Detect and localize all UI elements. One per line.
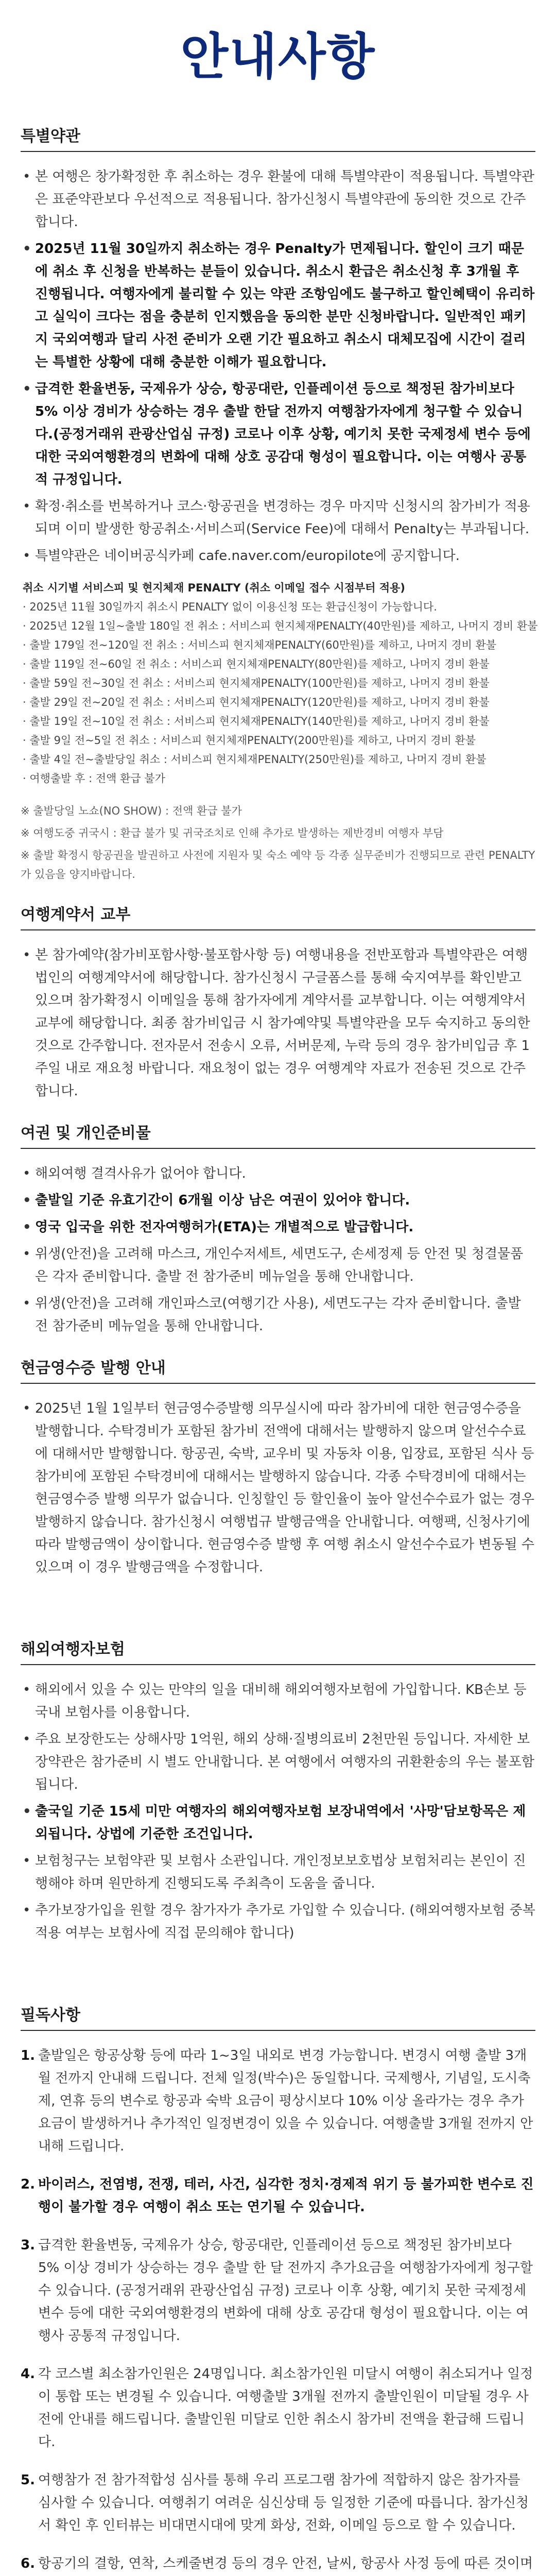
list-item: • 본 여행은 창가확정한 후 취소하는 경우 환불에 대해 특별약관이 적용됩니다. 특별약관은 표준약관보다 우선적으로 적용됩니다. 참가신청시 특별약관에 동의한 것으로 간주합니다.: [21, 165, 535, 233]
penalty-line: · 출발 19일 전~10일 전 취소 : 서비스피 현지체재PENALTY(140만원)를 제하고, 나머지 경비 환불: [23, 715, 490, 727]
list-item: [21, 2469, 535, 2537]
list-item: • 출발일 기준 유효기간이 6개월 이상 남은 여권이 있어야 합니다.: [21, 1189, 535, 1212]
list-item: [21, 2234, 535, 2347]
item-text: 각 코스별 최소참가인원은 24명입니다. 최소참가인원 미달시 여행이 취소되거나 일정이 통합 또는 변경될 수 있습니다. 여행출발 3개월 전까지 출발인원이 미달될 경우 사전에 안내를 해드립니다. 출발인원 미달로 인한 취소시 참가비 전액을 환급해 드립니다.: [38, 2366, 533, 2450]
penalty-line: · 출발 119일 전~60일 전 취소 : 서비스피 현지체재PENALTY(80만원)를 제하고, 나머지 경비 환불: [23, 658, 490, 670]
penalty-line: · 출발 29일 전~20일 전 취소 : 서비스피 현지체재PENALTY(120만원)를 제하고, 나머지 경비 환불: [23, 696, 490, 708]
section-divider: [21, 2030, 535, 2031]
special-terms-list: [21, 165, 535, 567]
special-terms-section: [0, 123, 556, 884]
passport-section: [0, 1120, 556, 1337]
list-item: • 2025년 11월 30일까지 취소하는 경우 Penalty가 면제됩니다. 할인이 크기 때문에 취소 후 신청을 반복하는 분들이 있습니다. 취소시 환급은 취소신청 후 3개월 후 진행됩니다. 여행자에게 불리할 수 있는 약관 조항임에도 불구하고 할인혜택이 유리하고 실익이 크다는 점을 충분히 인지했음을 동의한 분만 신청바랍니다. 일반적인 패키지 국외여행과 달리 사전 준비가 오랜 기간 필요하고 취소시 대체모집에 시간이 걸리는 특별한 상황에 대해 충분한 이해가 필요합니다.: [21, 238, 535, 374]
item-text: 출발일은 항공상황 등에 따라 1~3일 내외로 변경 가능합니다. 변경시 여행 출발 3개월 전까지 안내해 드립니다. 전체 일정(박수)은 동일합니다. 국제행사, 기념일, 도시축제, 연휴 등의 변수로 항공과 숙박 요금이 평상시보다 10% 이상 올라가는 경우 추가요금이 발생하거나 추가적인 일정변경이 있을 수 있습니다. 여행출발 3개월 전까지 안내해 드립니다.: [38, 2048, 533, 2154]
section-divider: [21, 929, 535, 930]
section-heading: 현금영수증 발행 안내: [21, 1359, 166, 1377]
list-item: [21, 2552, 535, 2576]
receipt-section: [0, 1355, 556, 1579]
penalty-line: · 출발 59일 전~30일 전 취소 : 서비스피 현지체재PENALTY(100만원)를 제하고, 나머지 경비 환불: [23, 677, 490, 689]
note-line: ※ 출발 확정시 항공권을 발권하고 사전에 지원자 및 숙소 예약 등 각종 실무준비가 진행되므로 관련 PENALTY가 있음을 양지바랍니다.: [21, 849, 535, 880]
item-text: 여행참가 전 참가적합성 심사를 통해 우리 프로그램 참가에 적합하지 않은 참가자를 심사할 수 있습니다. 여행취기 여려운 심신상태 등 일정한 기준에 따릅니다. 참가신청서 확인 후 인터뷰는 비대면시대에 맞게 화상, 전화, 이메일 등으로 할 수 있습니다.: [38, 2472, 529, 2533]
section-divider: [21, 1664, 535, 1665]
item-number: 5.: [21, 2472, 35, 2488]
list-item: • 급격한 환율변동, 국제유가 상승, 항공대란, 인플레이션 등으로 책정된 참가비보다 5% 이상 경비가 상승하는 경우 출발 한달 전까지 여행참가자에게 청구할 수 있습니다.(공정거래위 관광산업심 규정) 코로나 이후 상황, 예기치 못한 국제정세 변수 등에 대한 국외여행환경의 변화에 대해 상호 공감대 형성이 필요합니다. 이는 여행사 공통적 규정입니다.: [21, 378, 535, 491]
must-read-section: [0, 2002, 556, 2576]
passport-list: [21, 1162, 535, 1337]
item-number: 2.: [21, 2177, 35, 2192]
list-item: • 출국일 기준 15세 미만 여행자의 해외여행자보험 보장내역에서 '사망'담보항목은 제외됩니다. 상법에 기준한 조건입니다.: [21, 1800, 535, 1845]
item-number: 3.: [21, 2238, 35, 2253]
penalty-line: · 2025년 12월 1일~출발 180일 전 취소 : 서비스피 현지체재PENALTY(40만원)를 제하고, 나머지 경비 환불: [23, 620, 538, 632]
penalty-notes: [21, 802, 535, 884]
list-item: • 확정·취소를 번복하거나 코스·항공권을 변경하는 경우 마지막 신청시의 참가비가 적용되며 이미 발생한 항공취소·서비스피(Service Fee)에 대해서 Penalty는 부과됩니다.: [21, 495, 535, 540]
list-item: [21, 2044, 535, 2158]
section-heading: 특별약관: [21, 127, 80, 145]
insurance-section: [0, 1636, 556, 1944]
penalty-title: 취소 시기별 서비스피 및 현지체재 PENALTY (취소 이메일 접수 시점부터 적용): [23, 582, 406, 594]
note-line: ※ 출발당일 노쇼(NO SHOW) : 전액 환급 불가: [21, 805, 242, 817]
contract-section: [0, 902, 556, 1103]
insurance-list: [21, 1679, 535, 1944]
penalty-line: · 출발 179일 전~120일 전 취소 : 서비스피 현지체재PENALTY(60만원)를 제하고, 나머지 경비 환불: [23, 639, 497, 651]
list-item: • 본 참가예약(참가비포함사항·불포함사항 등) 여행내용을 전반포함과 특별약관은 여행법인의 여행계약서에 해당합니다. 참가신청시 구글폼스를 통해 숙지여부를 확인받고 있으며 참가확정시 이메일을 통해 참가자에게 계약서를 교부합니다. 이는 여행계약서 교부에 해당합니다. 최종 참가비입금 시 참가예약및 특별약관을 모두 숙지하고 동의한 것으로 간주합니다. 전자문서 전송시 오류, 서버문제, 누락 등의 경우 참가비입금 후 1주일 내로 재요청 바랍니다. 재요청이 없는 경우 여행계약 자료가 전송된 것으로 간주합니다.: [21, 944, 535, 1103]
penalty-line: · 여행출발 후 : 전액 환급 불가: [23, 772, 165, 785]
section-divider: [21, 1383, 535, 1384]
list-item: • 위생(안전)을 고려해 마스크, 개인수저세트, 세면도구, 손세정제 등 안전 및 청결물품은 각자 준비합니다. 출발 전 참가준비 메뉴얼을 통해 안내합니다.: [21, 1243, 535, 1288]
section-heading: 여행계약서 교부: [21, 906, 131, 924]
list-item: • 위생(안전)을 고려해 개인파스코(여행기간 사용), 세면도구는 각자 준비합니다. 출발 전 참가준비 메뉴얼을 통해 안내합니다.: [21, 1292, 535, 1337]
must-read-list: [21, 2044, 535, 2576]
section-heading: 필독사항: [21, 2006, 80, 2024]
list-item: • 2025년 1월 1일부터 현금영수증발행 의무실시에 따라 참가비에 대한 현금영수증을 발행합니다. 수탁경비가 포함된 참가비 전액에 대해서는 발행하지 않으며 알선수수료에 대해서만 발행합니다. 항공권, 숙박, 교우비 및 자동차 이용, 입장료, 포함된 식사 등 참가비에 포함된 수탁경비에 대해서는 발행하지 않습니다. 각종 수탁경비에 대해서는 현금영수증 발행 의무가 없습니다. 인칭할인 등 할인율이 높아 알선수수료가 없는 경우 발행하지 않습니다. 참가신청시 여행법규 발행금액을 안내합니다. 여행팩, 신청사기에 따라 발행금액이 상이합니다. 현금영수증 발행 후 여행 취소시 알선수수료가 변동될 수 있으며 이 경우 발행금액을 수정합니다.: [21, 1397, 535, 1579]
item-text: 바이러스, 전염병, 전쟁, 테러, 사건, 심각한 정치·경제적 위기 등 불가피한 변수로 진행이 불가할 경우 여행이 취소 또는 연기될 수 있습니다.: [38, 2177, 534, 2215]
receipt-list: [21, 1397, 535, 1579]
section-divider: [21, 151, 535, 152]
list-item: [21, 2173, 535, 2218]
list-item: • 해외여행 결격사유가 없어야 합니다.: [21, 1162, 535, 1185]
penalty-line: · 출발 4일 전~출발당일 취소 : 서비스피 현지체재PENALTY(250만원)를 제하고, 나머지 경비 환불: [23, 753, 486, 766]
list-item: • 주요 보장한도는 상해사망 1억원, 해외 상해·질병의료비 2천만원 등입니다. 자세한 보장약관은 참가준비 시 별도 안내합니다. 본 여행에서 여행자의 귀환환송의 우는 불포함됩니다.: [21, 1728, 535, 1796]
item-number: 6.: [21, 2556, 35, 2571]
list-item: • 특별약관은 네이버공식카페 cafe.naver.com/europilote에 공지합니다.: [21, 545, 535, 567]
contract-list: [21, 944, 535, 1103]
list-item: • 영국 입국을 위한 전자여행허가(ETA)는 개별적으로 발급합니다.: [21, 1216, 535, 1239]
page-title: 안내사항: [180, 28, 376, 86]
penalty-line: · 출발 9일 전~5일 전 취소 : 서비스피 현지체재PENALTY(200만원)를 제하고, 나머지 경비 환불: [23, 734, 476, 747]
list-item: • 추가보장가입을 원할 경우 참가자가 추가로 가입할 수 있습니다. (해외여행자보험 중복적용 여부는 보험사에 직접 문의해야 합니다): [21, 1899, 535, 1944]
list-item: • 보험청구는 보험약관 및 보험사 소관입니다. 개인정보보호법상 보험처리는 본인이 진행해야 하며 원만하게 진행되도록 주최측이 도움을 줍니다.: [21, 1850, 535, 1895]
item-number: 4.: [21, 2366, 35, 2382]
list-item: • 해외에서 있을 수 있는 만약의 일을 대비해 해외여행자보험에 가입합니다. KB손보 등 국내 보험사를 이용합니다.: [21, 1679, 535, 1724]
item-number: 1.: [21, 2048, 35, 2063]
item-text: 급격한 환율변동, 국제유가 상승, 항공대란, 인플레이션 등으로 책정된 참가비보다 5% 이상 경비가 상승하는 경우 출발 한 달 전까지 추가요금을 여행참가자에게 청구할 수 있습니다. (공정거래위 관광산업심 규정) 코로나 이후 상황, 예기치 못한 국제정세 변수 등에 대한 국외여행환경의 변화에 대해 상호 공감대 형성이 필요합니다. 이는 여행사 공통적 규정입니다.: [38, 2238, 533, 2344]
item-text: 항공기의 결항, 연착, 스케줄변경 등의 경우 안전, 날씨, 항공사 사정 등에 따른 것이며: [38, 2556, 533, 2571]
page-header: [0, 0, 556, 106]
penalty-schedule: [21, 579, 538, 788]
section-heading: 해외여행자보험: [21, 1640, 125, 1658]
section-divider: [21, 1148, 535, 1149]
penalty-line: · 2025년 11월 30일까지 취소시 PENALTY 없이 이용신청 또는 환급신청이 가능합니다.: [23, 601, 437, 613]
section-heading: 여권 및 개인준비물: [21, 1124, 151, 1142]
list-item: [21, 2363, 535, 2453]
note-line: ※ 여행도중 귀국시 : 환급 불가 및 귀국조치로 인해 추가로 발생하는 제반경비 여행자 부담: [21, 827, 444, 839]
